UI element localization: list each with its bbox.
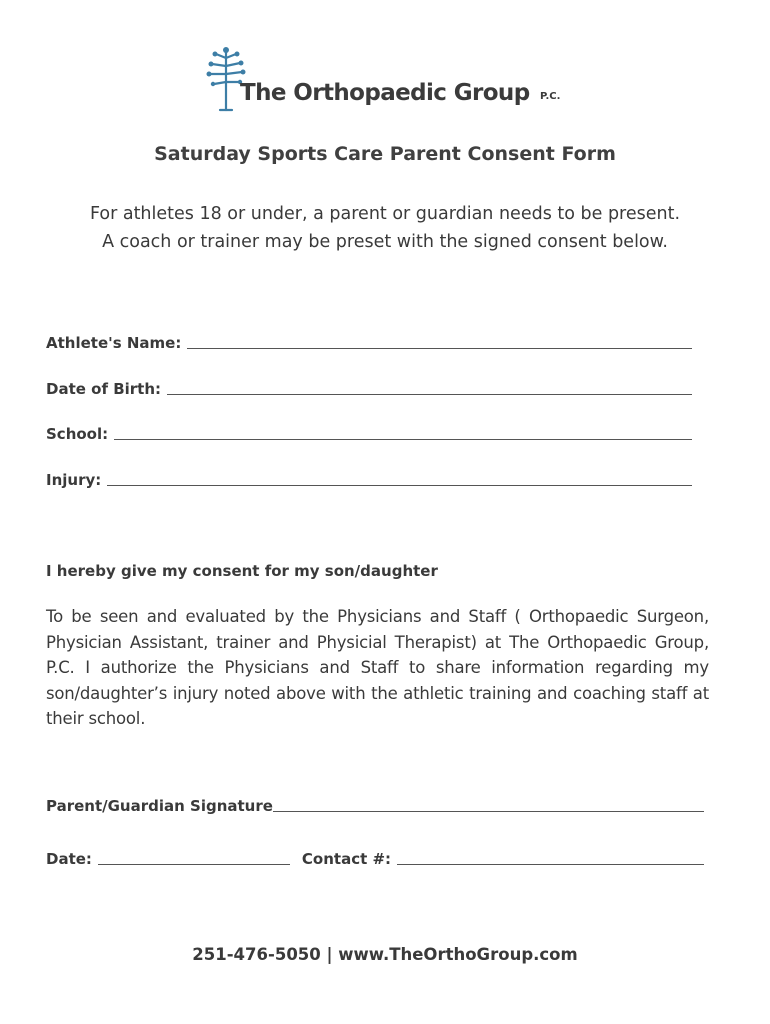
- school-label: School:: [46, 425, 109, 443]
- injury-field[interactable]: [46, 467, 692, 489]
- signature-field[interactable]: [46, 793, 704, 815]
- logo: [206, 44, 576, 116]
- consent-heading: I hereby give my consent for my son/daughter: [46, 562, 438, 580]
- date-label: Date:: [46, 850, 92, 868]
- logo-suffix: P.C.: [540, 91, 561, 102]
- intro-line-1: For athletes 18 or under, a parent or guardian needs to be present.: [89, 204, 681, 224]
- signature-label: Parent/Guardian Signature: [46, 797, 273, 815]
- athlete-name-line[interactable]: [187, 348, 692, 349]
- footer-contact: 251-476-5050 | www.TheOrthoGroup.com: [192, 945, 578, 964]
- injury-label: Injury:: [46, 471, 102, 489]
- school-field[interactable]: [46, 421, 692, 443]
- consent-body: To be seen and evaluated by the Physicians and Staff ( Orthopaedic Surgeon, Physician Assistant, trainer and Physicial Therapist) at The Orthopaedic Group, P.C. I authorize the Physicians and Staff to share information regarding my son/daughter’s injury noted above with the athletic training and coaching staff at their school.: [46, 607, 709, 728]
- signature-line[interactable]: [273, 811, 704, 812]
- logo-name: The Orthopaedic Group: [240, 80, 530, 106]
- date-of-birth-field[interactable]: [46, 376, 692, 398]
- injury-line[interactable]: [107, 485, 692, 486]
- intro-text: [0, 200, 770, 256]
- athlete-name-field[interactable]: [46, 330, 692, 352]
- date-of-birth-label: Date of Birth:: [46, 380, 162, 398]
- intro-line-2: A coach or trainer may be preset with the signed consent below.: [102, 232, 668, 252]
- contact-label: Contact #:: [301, 850, 392, 868]
- date-contact-row: [46, 846, 704, 868]
- contact-line[interactable]: [397, 864, 704, 865]
- date-of-birth-line[interactable]: [167, 394, 692, 395]
- school-line[interactable]: [114, 439, 692, 440]
- date-line[interactable]: [98, 864, 290, 865]
- form-title: Saturday Sports Care Parent Consent Form: [154, 143, 616, 165]
- athlete-name-label: Athlete's Name:: [46, 334, 182, 352]
